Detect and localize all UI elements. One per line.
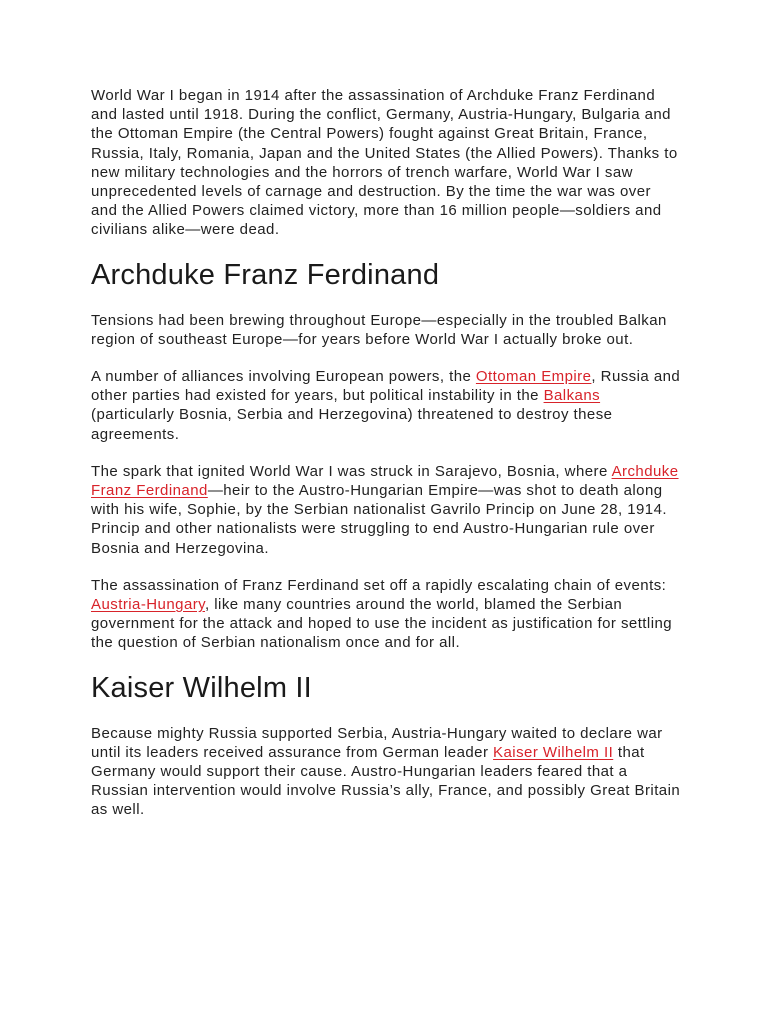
text-segment: The assassination of Franz Ferdinand set off a rapidly escalating chain of events: [91,576,667,594]
paragraph-alliances [91,367,681,444]
link-kaiser-wilhelm-ii[interactable]: Kaiser Wilhelm II [493,743,614,761]
text-segment: Because mighty Russia supported Serbia, Austria-Hungary waited to declare war until its leaders received assurance from German leader [91,724,663,761]
text-segment: A number of alliances involving European powers, the [91,368,476,386]
section-heading-kaiser-wilhelm: Kaiser Wilhelm II [91,671,312,704]
text-segment: that Germany would support their cause. Austro-Hungarian leaders feared that a Russian intervention would involve Russia’s ally, France, and possibly Great Britain as well. [91,743,681,819]
link-balkans[interactable]: Balkans [543,387,601,405]
paragraph-tensions: Tensions had been brewing throughout Europe—especially in the troubled Balkan region of southeast Europe—for years before World War I actually broke out. [91,311,667,348]
link-ottoman-empire[interactable]: Ottoman Empire [475,368,592,386]
section-heading-franz-ferdinand: Archduke Franz Ferdinand [91,258,440,291]
text-segment: —heir to the Austro-Hungarian Empire—was shot to death along with his wife, Sophie, by the Serbian nationalist Gavrilo Princip on June 28, 1914. Princip and other nationalists were struggling to end Austro-Hungarian rule over Bosnia and Herzegovina. [91,482,667,557]
paragraph-russia-support [91,724,681,820]
link-archduke-franz-ferdinand[interactable]: Archduke Franz Ferdinand [91,462,679,500]
link-austria-hungary[interactable]: Austria-Hungary [91,596,206,614]
article-body [91,86,681,838]
text-segment: (particularly Bosnia, Serbia and Herzegovina) threatened to destroy these agreements. [91,406,613,443]
paragraph-assassination [91,576,681,653]
intro-paragraph: World War I began in 1914 after the assassination of Archduke Franz Ferdinand and lasted until 1918. During the conflict, Germany, Austria-Hungary, Bulgaria and the Ottoman Empire (the Central Powers) fought against Great Britain, France, Russia, Italy, Romania, Japan and the United States (the Allied Powers). Thanks to new military technologies and the horrors of trench warfare, World War I saw unprecedented levels of carnage and destruction. By the time the war was over and the Allied Powers claimed victory, more than 16 million people—soldiers and civilians alike—were dead. [91,87,678,239]
text-segment: , Russia and other parties had existed for years, but political instability in the [91,368,681,405]
text-segment: , like many countries around the world, blamed the Serbian government for the attack and hoped to use the incident as justification for settling the question of Serbian nationalism once and for all. [91,596,673,652]
text-segment: The spark that ignited World War I was struck in Sarajevo, Bosnia, where [91,462,612,480]
paragraph-spark [91,462,681,558]
